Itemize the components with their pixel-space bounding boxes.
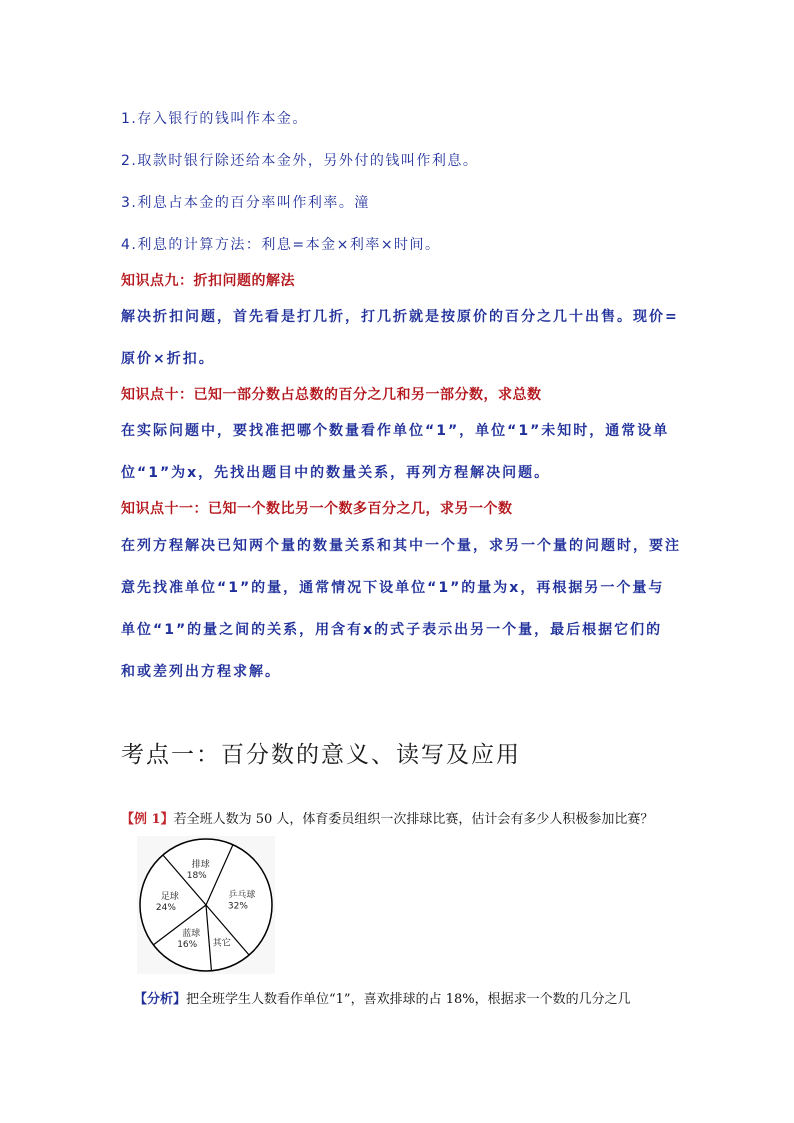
- pie-slice-label: 24%: [155, 903, 176, 914]
- line-rate: [121, 192, 370, 212]
- k11-body-2: 意先找准单位“1”的量，通常情况下设单位“1”的量为x，再根据另一个量与: [121, 580, 665, 596]
- pie-slice-name: 其它: [212, 938, 231, 949]
- k11-body-3: 单位“1”的量之间的关系，用含有x的式子表示出另一个量，最后根据它们的: [121, 622, 663, 638]
- line-formula: 4.利息的计算方法：利息=本金×利率×时间。: [121, 237, 441, 253]
- pie-svg: [137, 836, 275, 974]
- analysis-text: 把全班学生人数看作单位“1”，喜欢排球的占 18%，根据求一个数的几分之几: [186, 992, 631, 1007]
- line-principal: 1.存入银行的钱叫作本金。: [121, 111, 308, 127]
- pie-chart: [137, 836, 275, 974]
- pie-slice-label: 32%: [227, 901, 248, 912]
- k11-body-4: 和或差列出方程求解。: [121, 664, 281, 680]
- analysis-tag: 【分析】: [134, 992, 187, 1007]
- k9-title: 知识点九：折扣问题的解法: [121, 273, 295, 289]
- pie-slice-label: 16%: [177, 940, 198, 951]
- k9-body-2: 原价×折扣。: [121, 351, 215, 367]
- k11-title: 知识点十一：已知一个数比另一个数多百分之几，求另一个数: [121, 501, 513, 517]
- k10-body-2: 位“1”为x，先找出题目中的数量关系，再列方程解决问题。: [121, 465, 551, 481]
- line-rate-tail: 潼: [354, 195, 370, 211]
- pie-slice-name: 足球: [160, 892, 179, 903]
- k10-body-1: 在实际问题中，要找准把哪个数量看作单位“1”，单位“1”未知时，通常设单: [121, 423, 670, 439]
- k10-title: 知识点十：已知一部分数占总数的百分之几和另一部分数，求总数: [121, 387, 542, 403]
- section-heading: 考点一：百分数的意义、读写及应用: [121, 742, 521, 768]
- k9-body-1: 解决折扣问题，首先看是打几折，打几折就是按原价的百分之几十出售。现价=: [121, 309, 679, 325]
- example-tag: 【例 1】: [121, 812, 174, 827]
- pie-slice-name: 排球: [191, 860, 210, 871]
- line-rate-text: 3.利息占本金的百分率叫作利率。: [121, 195, 355, 211]
- pie-slice-name: 蓝球: [182, 929, 201, 940]
- k11-body-1: 在列方程解决已知两个量的数量关系和其中一个量，求另一个量的问题时，要注: [121, 538, 681, 554]
- example-1: [121, 808, 653, 827]
- example-text: 若全班人数为 50 人，体育委员组织一次排球比赛，估计会有多少人积极参加比赛？: [173, 812, 654, 827]
- pie-slice-name: 乒乓球: [228, 890, 256, 901]
- pie-slice-label: 18%: [186, 871, 207, 882]
- analysis: [134, 988, 631, 1007]
- line-interest: 2.取款时银行除还给本金外，另外付的钱叫作利息。: [121, 153, 479, 169]
